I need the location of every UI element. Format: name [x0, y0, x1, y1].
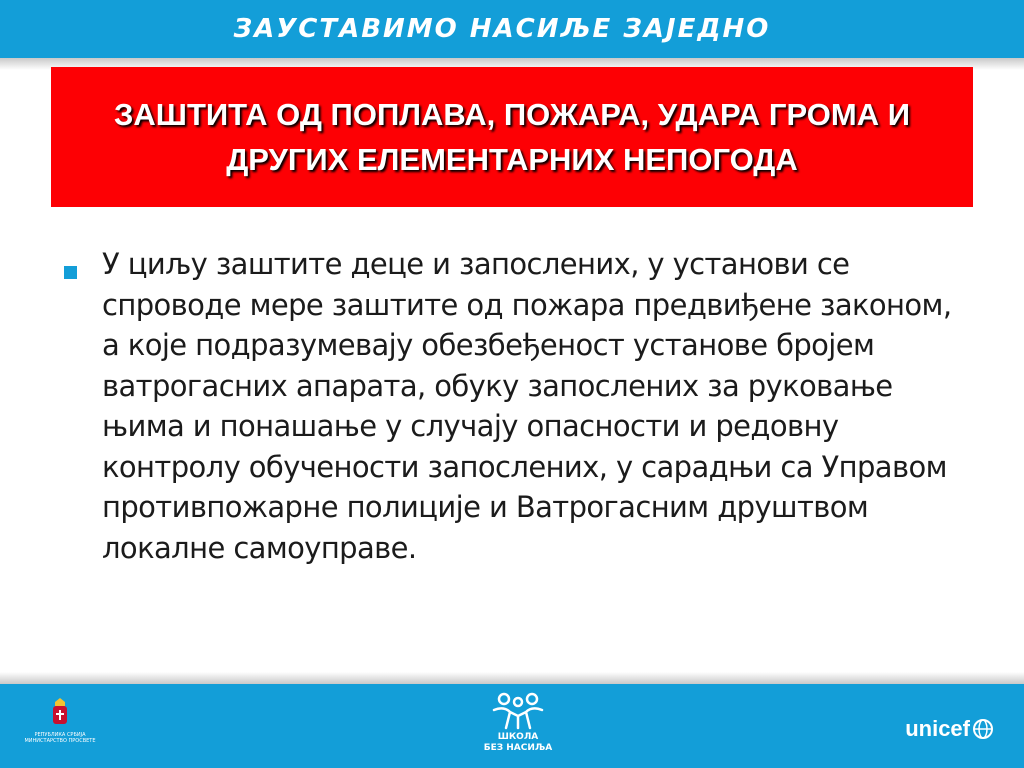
slide-title-line-2: ДРУГИХ ЕЛЕМЕНТАРНИХ НЕПОГОДА [226, 142, 798, 177]
school-without-violence-logo [478, 692, 558, 764]
slide-title-box [51, 67, 973, 207]
slide-title [67, 92, 957, 182]
school-logo-line-1: ШКОЛА [497, 732, 539, 742]
unicef-logo [905, 716, 994, 742]
children-icon [488, 692, 548, 730]
ministry-logo [24, 698, 96, 754]
slide-title-line-1: ЗАШТИТА ОД ПОПЛАВА, ПОЖАРА, УДАРА ГРОМА И [114, 97, 910, 132]
unicef-globe-icon [972, 718, 994, 740]
footer-bar [0, 684, 1024, 768]
slide-content [64, 244, 964, 568]
bullet-text: У циљу заштите деце и запослених, у установи се спроводе мере заштите од пожара предвиђене законом, а које подразумевају обезбеђеност установе бројем ватрогасних апарата, обуку запослених за руковање њима и понашање у случају опасности и редовну контролу обучености запослених, у сарадњи са Управом противпожарне полиције и Ватрогасним друштвом локалне самоуправе. [102, 247, 952, 565]
school-logo-text [484, 732, 553, 754]
bullet-item [64, 244, 964, 568]
coat-of-arms-icon [49, 698, 71, 728]
school-logo-line-2: БЕЗ НАСИЉА [483, 743, 553, 753]
header-banner [0, 0, 1024, 58]
footer-shadow [0, 672, 1024, 684]
unicef-wordmark: unicef [905, 716, 970, 741]
ministry-logo-text: РЕПУБЛИКА СРБИЈА МИНИСТАРСТВО ПРОСВЕТЕ [24, 732, 96, 744]
bullet-square-icon [64, 266, 77, 279]
banner-title: ЗАУСТАВИМО НАСИЉЕ ЗАЈЕДНО [233, 14, 771, 44]
